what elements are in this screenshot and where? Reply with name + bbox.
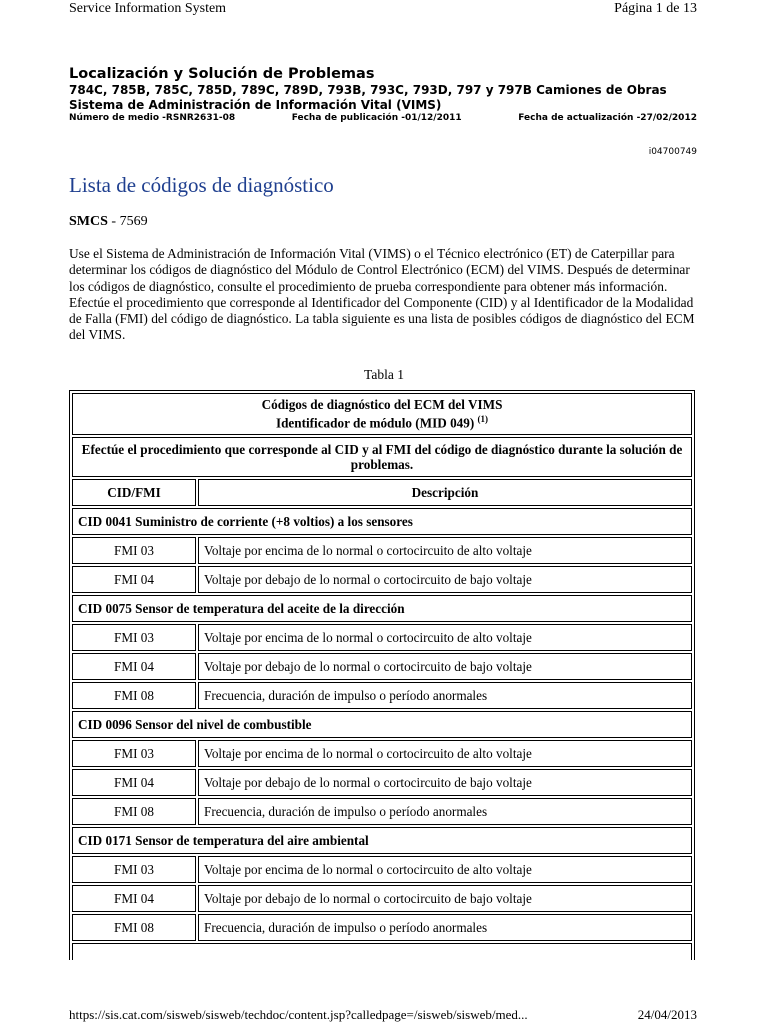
footnote-ref[interactable]: (1) [477, 414, 489, 425]
table-row [72, 798, 692, 825]
fmi-code: FMI 08 [72, 682, 196, 709]
fmi-code: FMI 03 [72, 537, 196, 564]
column-header-cid-fmi: CID/FMI [72, 479, 196, 506]
fmi-code: FMI 08 [72, 798, 196, 825]
table-row [72, 769, 692, 796]
table-title-cell [72, 393, 692, 435]
document-subtitle: 784C, 785B, 785C, 785D, 789C, 789D, 793B, 793C, 793D, 797 y 797B Camiones de Obras Sistema de Administración de Información Vital (VIMS) [69, 83, 667, 112]
fmi-description: Voltaje por debajo de lo normal o cortocircuito de bajo voltaje [198, 566, 692, 593]
fmi-description: Voltaje por debajo de lo normal o cortocircuito de bajo voltaje [198, 769, 692, 796]
fmi-description: Voltaje por debajo de lo normal o cortocircuito de bajo voltaje [198, 653, 692, 680]
fmi-description: Voltaje por encima de lo normal o cortocircuito de alto voltaje [198, 740, 692, 767]
table-continuation-cell [72, 943, 692, 960]
footer-url: https://sis.cat.com/sisweb/sisweb/techdoc/content.jsp?calledpage=/sisweb/sisweb/med... [69, 1007, 528, 1022]
table-row [72, 682, 692, 709]
cid-heading: CID 0171 Sensor de temperatura del aire ambiental [72, 827, 692, 854]
cid-group-row [72, 595, 692, 622]
table-continuation-row [72, 943, 692, 960]
header-system-name: Service Information System [69, 1, 227, 16]
table-row [72, 537, 692, 564]
document-meta [69, 113, 697, 123]
fmi-description: Frecuencia, duración de impulso o período anormales [198, 914, 692, 941]
fmi-description: Voltaje por encima de lo normal o cortocircuito de alto voltaje [198, 537, 692, 564]
diagnostic-table-frame [69, 390, 695, 960]
table-title-line2: Identificador de módulo (MID 049) $^{(1)}$ [275, 414, 489, 431]
table-row [72, 885, 692, 912]
intro-paragraph: Use el Sistema de Administración de Información Vital (VIMS) o el Técnico electrónico (ET) de Caterpillar para determinar los códigos de diagnóstico del Módulo de Control Electrónico (ECM) del VIMS. Después de determinar los códigos de diagnóstico, consulte el procedimiento de prueba correspondiente para obtener más información. Efectúe el procedimiento que corresponde al Identificador del Componente (CID) y al Identificador de la Modalidad de Falla (FMI) del código de diagnóstico. La tabla siguiente es una lista de posibles códigos de diagnóstico del ECM del VIMS. [69, 246, 695, 343]
cid-group-row [72, 711, 692, 738]
fmi-description: Voltaje por encima de lo normal o cortocircuito de alto voltaje [198, 856, 692, 883]
table-row [72, 856, 692, 883]
cid-heading: CID 0075 Sensor de temperatura del aceite de la dirección [72, 595, 692, 622]
cid-group-row [72, 827, 692, 854]
document-title: Localización y Solución de Problemas [69, 66, 375, 82]
publication-date: Fecha de publicación -01/12/2011 [291, 113, 462, 123]
fmi-code: FMI 03 [72, 740, 196, 767]
table-note-cell: Efectúe el procedimiento que corresponde al CID y al FMI del código de diagnóstico durante la solución de problemas. [72, 437, 692, 477]
cid-heading: CID 0041 Suministro de corriente (+8 voltios) a los sensores [72, 508, 692, 535]
smcs-code [69, 214, 148, 230]
table-caption: Tabla 1 [364, 367, 404, 382]
table-note-row [72, 437, 692, 477]
page-title: Lista de códigos de diagnóstico [69, 173, 334, 197]
fmi-code: FMI 03 [72, 856, 196, 883]
smcs-value: - 7569 [107, 214, 148, 229]
table-row [72, 740, 692, 767]
table-row [72, 624, 692, 651]
fmi-code: FMI 04 [72, 653, 196, 680]
diagnostic-code-table [70, 391, 694, 960]
fmi-code: FMI 08 [72, 914, 196, 941]
document-id: i04700749 [648, 147, 697, 157]
column-header-description: Descripción [198, 479, 692, 506]
footer-date: 24/04/2013 [637, 1007, 697, 1022]
table-row [72, 914, 692, 941]
fmi-code: FMI 04 [72, 769, 196, 796]
smcs-label: SMCS [69, 214, 108, 229]
column-header-row [72, 479, 692, 506]
cid-heading: CID 0096 Sensor del nivel de combustible [72, 711, 692, 738]
fmi-code: FMI 03 [72, 624, 196, 651]
fmi-description: Frecuencia, duración de impulso o período anormales [198, 798, 692, 825]
header-page-number: Página 1 de 13 [614, 1, 697, 16]
table-title-line1: Códigos de diagnóstico del ECM del VIMS [261, 397, 503, 413]
table-row [72, 566, 692, 593]
fmi-code: FMI 04 [72, 566, 196, 593]
media-number: Número de medio -RSNR2631-08 [69, 113, 236, 123]
fmi-description: Voltaje por debajo de lo normal o cortocircuito de bajo voltaje [198, 885, 692, 912]
fmi-code: FMI 04 [72, 885, 196, 912]
table-title-row [72, 393, 692, 435]
fmi-description: Voltaje por encima de lo normal o cortocircuito de alto voltaje [198, 624, 692, 651]
fmi-description: Frecuencia, duración de impulso o período anormales [198, 682, 692, 709]
table-row [72, 653, 692, 680]
cid-group-row [72, 508, 692, 535]
update-date: Fecha de actualización -27/02/2012 [518, 113, 697, 123]
